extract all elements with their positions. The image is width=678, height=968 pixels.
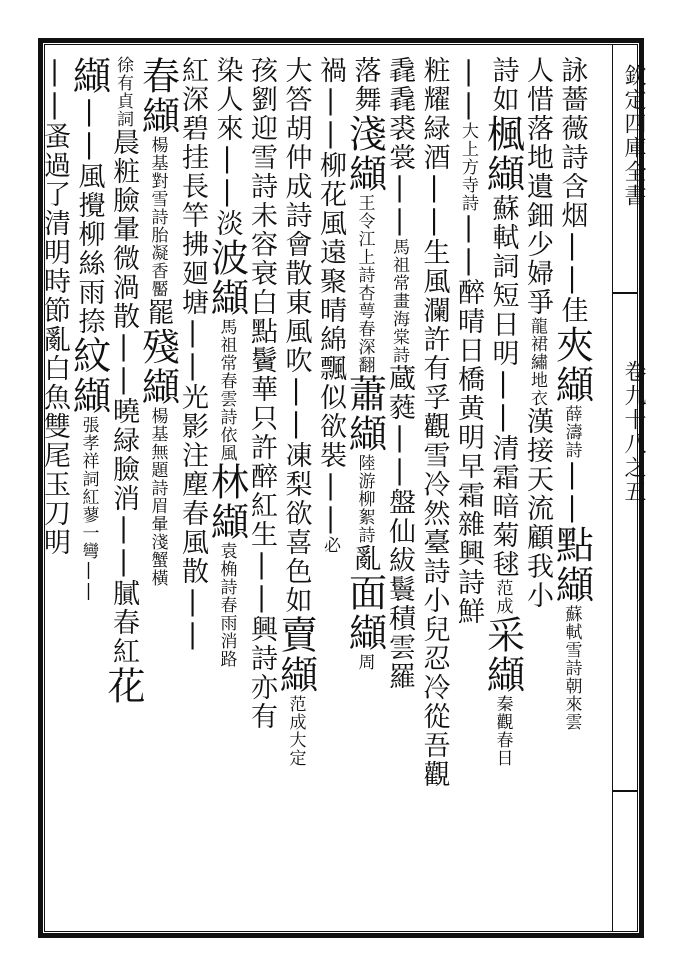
text-segment: 漢接天流顧我小 bbox=[522, 407, 553, 610]
text-column-6 bbox=[383, 56, 415, 691]
text-segment: 賣纈 bbox=[273, 615, 318, 695]
margin-library-title: 欽定四庫全書 bbox=[621, 64, 646, 208]
text-segment: 曉緑臉消||膩春紅 bbox=[108, 397, 139, 666]
text-segment: 波纈 bbox=[204, 238, 249, 318]
text-segment: ||蚤過了清明時節 bbox=[39, 56, 70, 325]
text-column-7 bbox=[342, 56, 387, 671]
text-segment: || bbox=[556, 459, 588, 525]
text-segment: 采纈 bbox=[480, 615, 525, 695]
text-segment: 袁桷詩春雨消路 bbox=[216, 542, 237, 668]
text-column-16 bbox=[38, 56, 70, 557]
text-segment: 舞 bbox=[349, 85, 381, 114]
text-column-8 bbox=[314, 56, 346, 554]
text-segment: 范成大定 bbox=[285, 695, 306, 767]
text-segment: 孩 bbox=[246, 56, 277, 85]
text-column-15 bbox=[66, 56, 111, 602]
text-segment: 張孝祥詞紅蓼一彎|| bbox=[78, 416, 99, 602]
text-column-5 bbox=[418, 56, 450, 789]
text-column-13 bbox=[135, 56, 180, 587]
text-segment: 如 bbox=[280, 586, 312, 615]
text-segment: || bbox=[73, 96, 105, 162]
text-segment: 周 bbox=[354, 653, 375, 671]
text-segment: 亂 bbox=[349, 544, 381, 573]
text-segment: 春纈 bbox=[135, 56, 180, 136]
text-segment: 秦觀春日 bbox=[492, 695, 513, 767]
text-segment: 點纈 bbox=[549, 525, 594, 605]
text-segment: 馬祖常畫海棠詩 bbox=[389, 238, 409, 364]
text-segment: 亂白魚雙尾玉刀明 bbox=[39, 325, 70, 557]
text-segment: 花 bbox=[101, 666, 145, 706]
text-column-12 bbox=[176, 56, 208, 652]
text-segment: ||盤仙紱鬟積雲羅 bbox=[384, 422, 415, 691]
text-segment: 人惜落地遺鈿少婦爭 bbox=[522, 56, 553, 317]
text-segment: 王令江上詩杏萼春深翻 bbox=[354, 194, 375, 374]
text-segment: 纈 bbox=[66, 56, 111, 96]
text-column-3 bbox=[480, 56, 525, 767]
text-segment: 落 bbox=[349, 56, 381, 85]
text-segment: 馬祖常春雲詩依風 bbox=[216, 318, 237, 462]
text-segment: 毳毳裘裳|| bbox=[384, 56, 415, 238]
text-column-2 bbox=[521, 56, 553, 610]
text-segment: 興詩亦有 bbox=[246, 615, 277, 731]
text-segment: 林纈 bbox=[204, 462, 249, 542]
text-segment: 塵春風散|| bbox=[177, 470, 208, 652]
text-column-11 bbox=[204, 56, 249, 668]
text-segment: 楓纈 bbox=[480, 114, 525, 194]
text-segment: 蘇軾雪詩朝來雲 bbox=[561, 605, 582, 731]
text-segment: 淺纈 bbox=[342, 114, 387, 194]
text-segment: 粧耀緑酒||生風瀾許有孚觀雪冷然臺詩小兒忍冷從吾觀 bbox=[418, 56, 450, 789]
text-segment: ||柳花風遠聚晴綿 bbox=[315, 85, 346, 354]
text-segment: 薛濤詩 bbox=[561, 405, 582, 459]
text-segment: 蘇軾詞短日明||清霜暗菊毬 bbox=[487, 194, 519, 579]
text-segment: 拂廻塘||光影注 bbox=[177, 230, 208, 470]
text-segment: 面纈 bbox=[342, 573, 387, 653]
text-column-4 bbox=[452, 56, 484, 626]
text-segment: 紋纈 bbox=[66, 336, 111, 416]
text-segment: || bbox=[453, 56, 484, 122]
fish-tail-lower bbox=[612, 790, 638, 792]
text-segment: 淡 bbox=[211, 209, 243, 238]
text-segment: 晨粧臉暈微渦散|| bbox=[108, 128, 139, 397]
text-column-1 bbox=[549, 56, 594, 731]
text-segment: 劉迎雪詩未容衰白點鬢華只許醉紅生|| bbox=[246, 85, 277, 615]
text-segment: 雜興詩鮮 bbox=[453, 510, 484, 626]
text-column-9 bbox=[273, 56, 318, 767]
text-segment: 如 bbox=[487, 85, 519, 114]
fish-tail-upper bbox=[612, 292, 638, 294]
text-segment: 蔵蕤 bbox=[384, 364, 415, 422]
text-column-10 bbox=[245, 56, 277, 731]
text-segment: 殘纈 bbox=[135, 327, 180, 407]
text-segment: 禍 bbox=[315, 56, 346, 85]
margin-juan-number: 卷九十八之五 bbox=[621, 360, 646, 504]
text-segment: 詩 bbox=[487, 56, 519, 85]
text-segment: 楊基對雪詩胎凝香靨 bbox=[147, 136, 168, 298]
text-segment: ||醉晴日橋黄明早霜 bbox=[453, 212, 484, 510]
text-segment: 大上方寺詩 bbox=[458, 122, 478, 212]
text-segment: 答胡仲成詩會散東風吹||凍梨欲喜色 bbox=[280, 85, 312, 586]
text-segment: 風攪柳絲雨捺 bbox=[73, 162, 105, 336]
text-segment: 詠薔薇詩含烟||佳 bbox=[556, 56, 588, 325]
text-segment: 楊基無題詩眉暈淺蟹橫 bbox=[147, 407, 168, 587]
text-segment: 大 bbox=[280, 56, 312, 85]
text-segment: 罷 bbox=[142, 298, 174, 327]
text-segment: 蕭纈 bbox=[342, 374, 387, 454]
text-segment: 龍裙繡地衣 bbox=[527, 317, 547, 407]
text-column-14 bbox=[101, 56, 145, 706]
text-segment: 夾纈 bbox=[549, 325, 594, 405]
text-segment: 紅深碧挂長竿 bbox=[177, 56, 208, 230]
text-segment: 飄似欲裝|| bbox=[315, 354, 346, 536]
text-segment: 徐有貞詞 bbox=[113, 56, 133, 128]
text-segment: 范成 bbox=[492, 579, 513, 615]
text-segment: 陸游柳絮詩 bbox=[354, 454, 375, 544]
text-segment: 染人來|| bbox=[211, 56, 243, 209]
text-segment: 必 bbox=[320, 536, 340, 554]
